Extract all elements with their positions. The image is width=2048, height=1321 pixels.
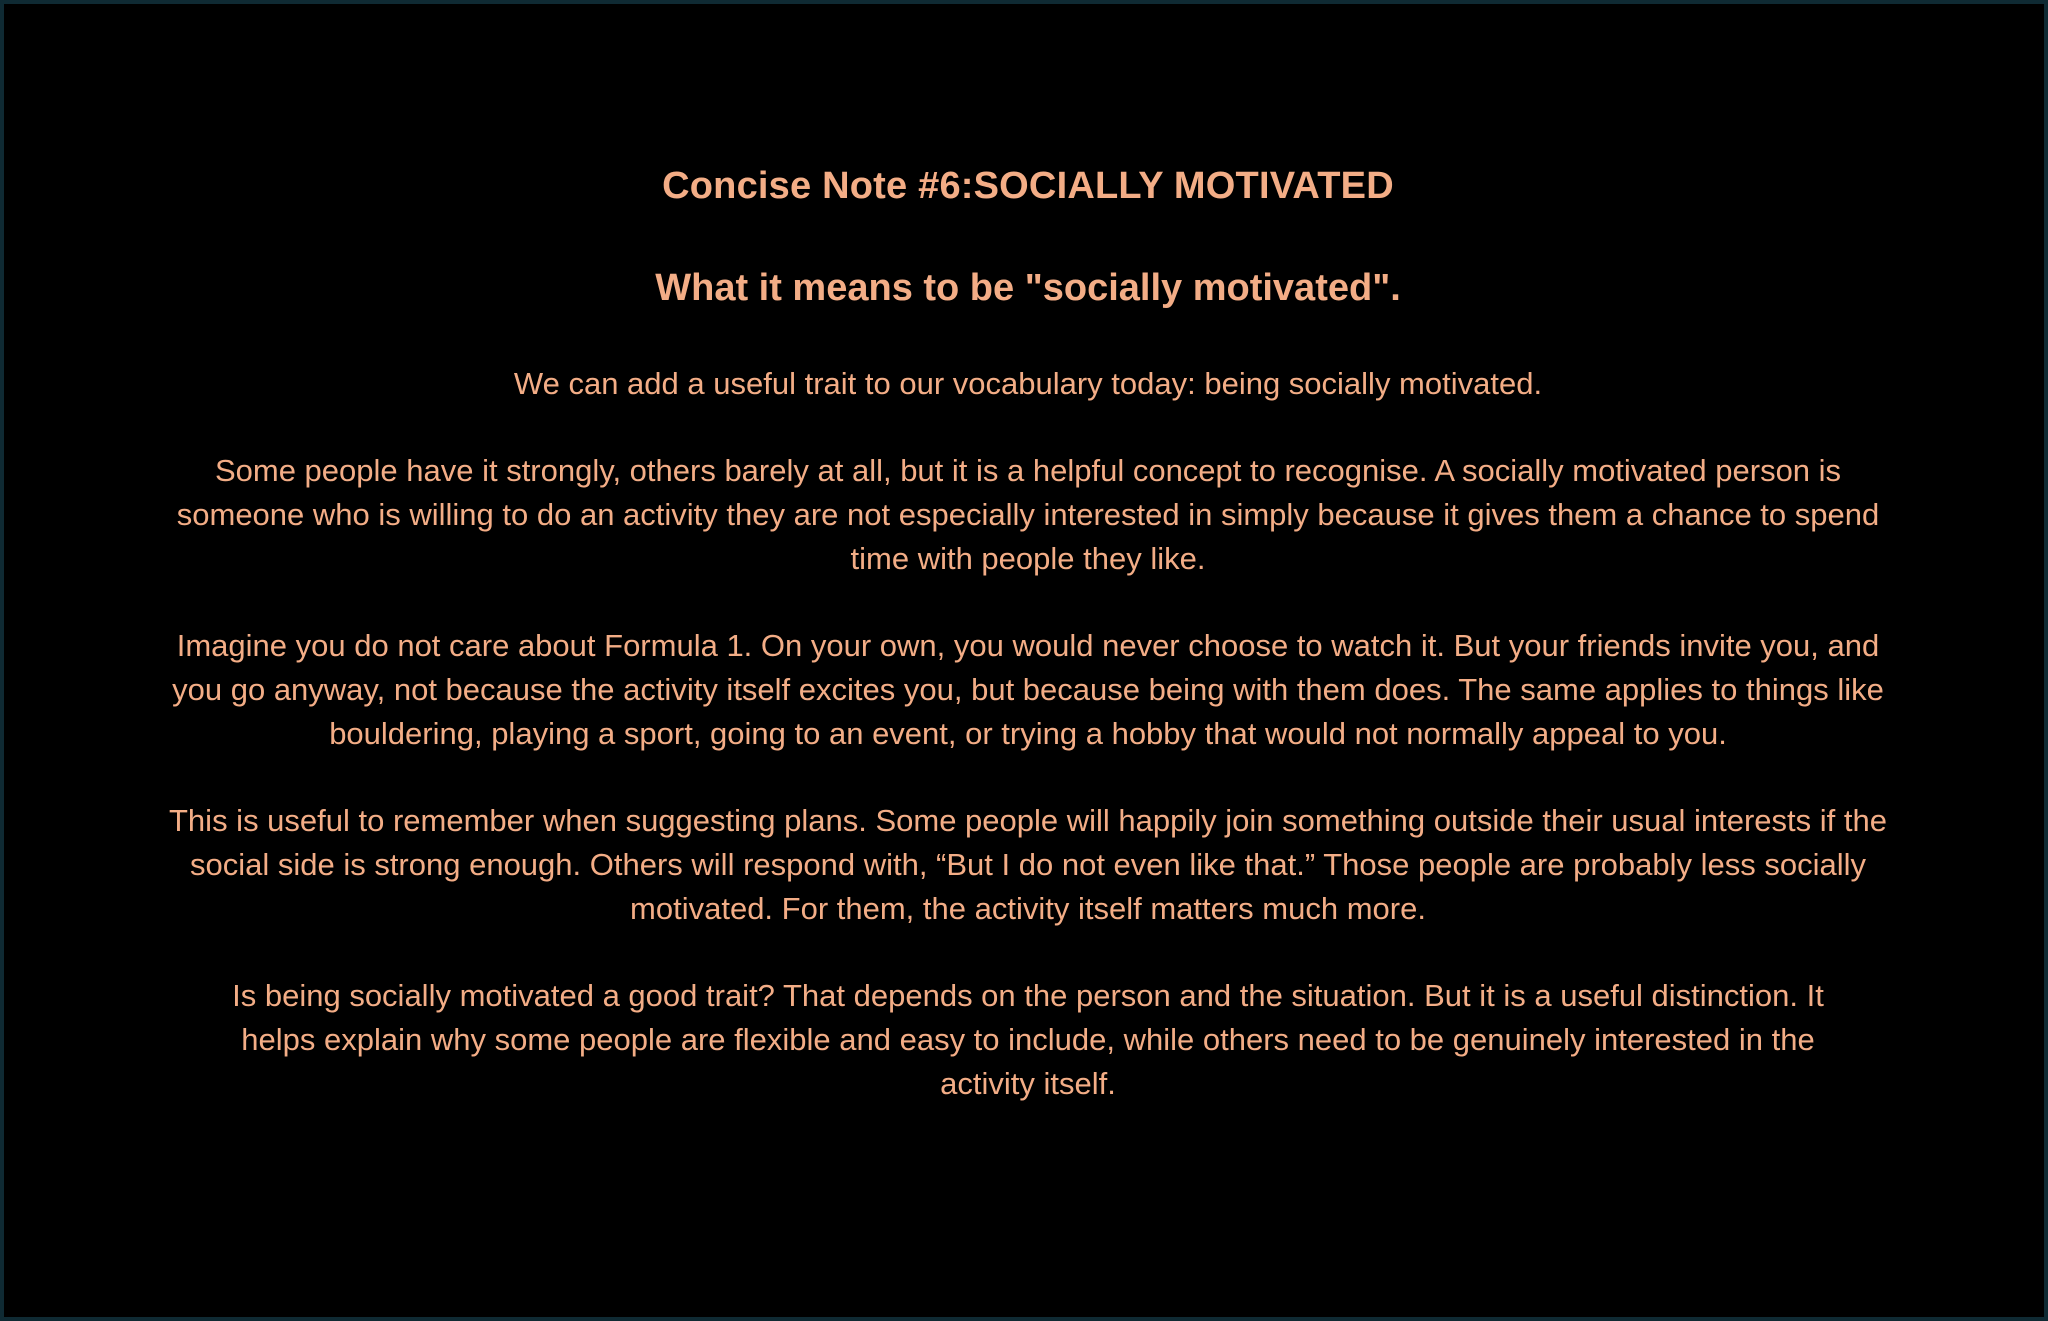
paragraph-definition: Some people have it strongly, others barely at all, but it is a helpful concept to recognise. A socially motivated person is someone who is willing to do an activity they are not especially interested in simply because it gives them a chance to spend time with people they like. — [176, 453, 1880, 576]
note-title: Concise Note #6:SOCIALLY MOTIVATED — [662, 165, 1394, 207]
note-subtitle: What it means to be "socially motivated". — [655, 267, 1401, 309]
paragraph-conclusion: Is being socially motivated a good trait? That depends on the person and the situation. But it is a useful distinction. It helps explain why some people are flexible and easy to include, while others need to be genuinely interested in the activity itself. — [232, 978, 1824, 1101]
paragraph-example: Imagine you do not care about Formula 1. On your own, you would never choose to watch it. But your friends invite you, and you go anyway, not because the activity itself excites you, but because being with them does. The same applies to things like bouldering, playing a sport, going to an event, or trying a hobby that would not normally appeal to you. — [172, 628, 1884, 751]
paragraph-intro: We can add a useful trait to our vocabulary today: being socially motivated. — [513, 366, 1543, 401]
note-content — [154, 164, 1902, 1106]
paragraph-plans: This is useful to remember when suggesting plans. Some people will happily join something outside their usual interests if the social side is strong enough. Others will respond with, “But I do not even like that.” Those people are probably less socially motivated. For them, the activity itself matters much more. — [169, 803, 1887, 926]
